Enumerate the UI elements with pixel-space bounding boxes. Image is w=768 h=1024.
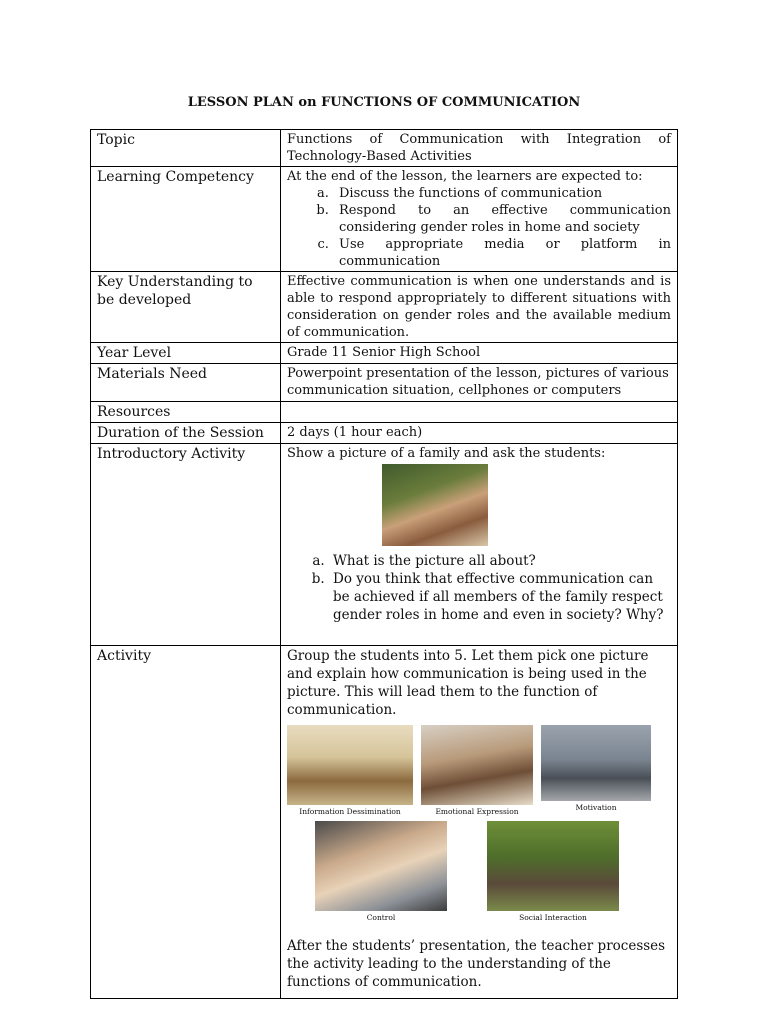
intro-question: b. Do you think that effective communication can be achieved if all members of the family respect gender roles in home and even in society? Why? xyxy=(329,570,671,624)
row-year-level xyxy=(91,343,678,364)
row-key-understanding xyxy=(91,272,678,343)
label-resources: Resources xyxy=(91,402,281,423)
row-duration xyxy=(91,423,678,444)
caption-emotional: Emotional Expression xyxy=(435,807,519,816)
label-introductory-activity: Introductory Activity xyxy=(91,444,281,646)
control-image xyxy=(315,821,447,911)
caption-control: Control xyxy=(366,913,396,922)
label-competency: Learning Competency xyxy=(91,167,281,272)
caption-social: Social Interaction xyxy=(519,913,587,922)
motivation-image xyxy=(541,725,651,801)
row-competency xyxy=(91,167,678,272)
intro-questions xyxy=(287,552,671,624)
value-topic: Functions of Communication with Integration of Technology-Based Activities xyxy=(281,130,678,167)
picture-row-top xyxy=(287,725,671,817)
row-activity xyxy=(91,646,678,999)
value-year-level: Grade 11 Senior High School xyxy=(281,343,678,364)
value-duration: 2 days (1 hour each) xyxy=(281,423,678,444)
value-activity xyxy=(281,646,678,999)
competency-item: b. Respond to an effective communication considering gender roles in home and society xyxy=(333,202,671,236)
value-competency xyxy=(281,167,678,272)
label-duration: Duration of the Session xyxy=(91,423,281,444)
caption-motivation: Motivation xyxy=(575,803,617,812)
row-topic xyxy=(91,130,678,167)
information-dissemination-image xyxy=(287,725,413,805)
competency-item: c. Use appropriate media or platform in communication xyxy=(333,236,671,270)
lesson-plan-table xyxy=(90,129,678,999)
row-materials xyxy=(91,364,678,402)
figure-control xyxy=(315,821,447,923)
label-activity: Activity xyxy=(91,646,281,999)
social-interaction-image xyxy=(487,821,619,911)
competency-item: a. Discuss the functions of communication xyxy=(333,185,671,202)
figure-social xyxy=(487,821,619,923)
label-topic: Topic xyxy=(91,130,281,167)
label-materials: Materials Need xyxy=(91,364,281,402)
value-key-understanding: Effective communication is when one understands and is able to respond appropriately to different situations with consideration on gender roles and the available medium of communication. xyxy=(281,272,678,343)
picture-row-bottom xyxy=(315,821,671,923)
row-resources xyxy=(91,402,678,423)
value-introductory-activity xyxy=(281,444,678,646)
page-title: LESSON PLAN on FUNCTIONS OF COMMUNICATION xyxy=(187,95,581,110)
intro-question: a. What is the picture all about? xyxy=(329,552,671,570)
figure-motivation xyxy=(541,725,651,817)
figure-emotional xyxy=(421,725,533,817)
competency-intro: At the end of the lesson, the learners are expected to: xyxy=(287,169,643,184)
value-materials: Powerpoint presentation of the lesson, pictures of various communication situation, cellphones or computers xyxy=(281,364,678,402)
emotional-expression-image xyxy=(421,725,533,805)
caption-information: Information Dessimination xyxy=(299,807,401,816)
activity-lead: Group the students into 5. Let them pick one picture and explain how communication is being used in the picture. This will lead them to the function of communication. xyxy=(287,648,649,718)
label-key-understanding: Key Understanding to be developed xyxy=(91,272,281,343)
figure-information xyxy=(287,725,413,817)
intro-lead: Show a picture of a family and ask the students: xyxy=(287,446,606,461)
competency-list xyxy=(287,185,671,270)
family-dinner-photo xyxy=(382,464,488,546)
label-year-level: Year Level xyxy=(91,343,281,364)
activity-closing: After the students’ presentation, the teacher processes the activity leading to the understanding of the functions of communication. xyxy=(287,938,666,990)
row-introductory-activity xyxy=(91,444,678,646)
value-resources xyxy=(281,402,678,423)
